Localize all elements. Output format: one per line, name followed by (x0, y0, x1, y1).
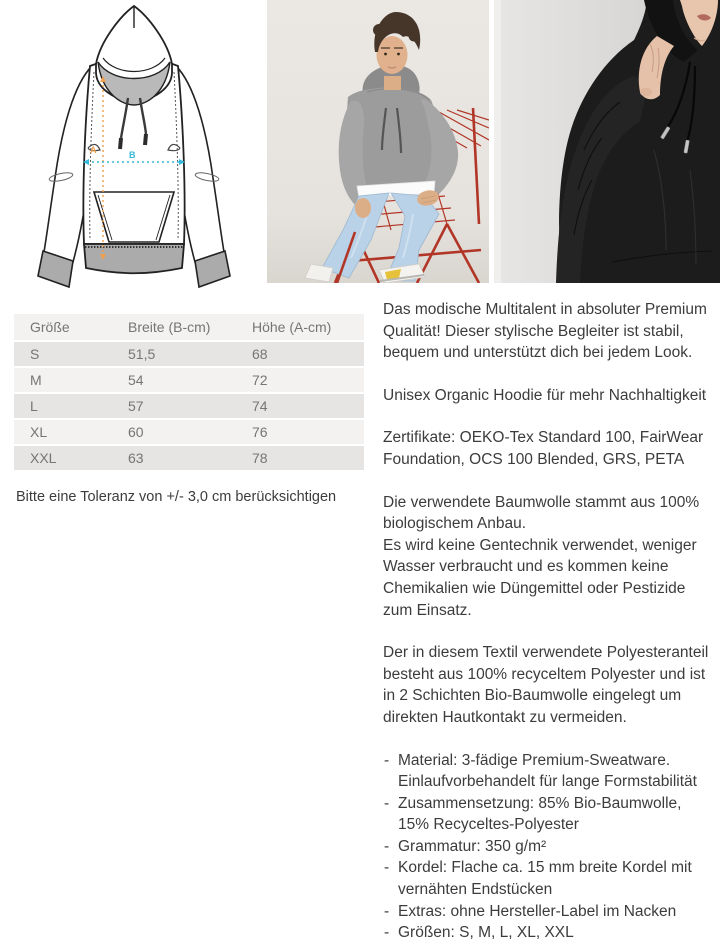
size-table-header-row (14, 314, 364, 340)
cell-size: L (14, 394, 112, 418)
size-table (14, 312, 364, 472)
table-row (14, 394, 364, 418)
table-row (14, 420, 364, 444)
description-intro: Das modische Multitalent in absoluter Premium Qualität! Dieser stylische Begleiter ist stabil, bequem und unterstützt dich bei jedem Look. (383, 301, 707, 362)
measure-label-b: B (129, 150, 136, 160)
description-certificates: Zertifikate: OEKO-Tex Standard 100, FairWear Foundation, OCS 100 Blended, GRS, PETA (383, 429, 704, 468)
spec-item-zusammensetzung: - Zusammensetzung: 85% Bio-Baumwolle, 15% Recyceltes-Polyester (383, 793, 716, 836)
cell-width: 54 (112, 368, 236, 392)
cell-size: XL (14, 420, 112, 444)
cell-height: 74 (236, 394, 364, 418)
spec-item-kordel: - Kordel: Flache ca. 15 mm breite Kordel mit vernähten Endstücken (383, 857, 716, 900)
col-header-size: Größe (14, 314, 112, 340)
spec-list (383, 750, 716, 944)
male-model-illustration (267, 0, 489, 283)
cell-width: 57 (112, 394, 236, 418)
cell-size: S (14, 342, 112, 366)
spec-item-extras: - Extras: ohne Hersteller-Label im Nacken (383, 901, 716, 923)
col-header-height: Höhe (A-cm) (236, 314, 364, 340)
tolerance-note: Bitte eine Toleranz von +/- 3,0 cm berücksichtigen (16, 489, 337, 505)
cell-height: 72 (236, 368, 364, 392)
description-polyester: Der in diesem Textil verwendete Polyesteranteil besteht aus 100% recyceltem Polyester und ist in 2 Schichten Bio-Baumwolle eingelegt um direkten Hautkontakt zu vermeiden. (383, 644, 709, 726)
spec-item-material: - Material: 3-fädige Premium-Sweatware. Einlaufvorbehandelt für lange Formstabilität (383, 750, 716, 793)
spec-item-groessen: - Größen: S, M, L, XL, XXL (383, 922, 716, 944)
female-model-photo (494, 0, 720, 283)
cell-size: XXL (14, 446, 112, 470)
spec-item-grammatur: - Grammatur: 350 g/m² (383, 836, 716, 858)
col-header-width: Breite (B-cm) (112, 314, 236, 340)
measure-label-a: A (90, 145, 97, 155)
table-row (14, 446, 364, 470)
cell-height: 76 (236, 420, 364, 444)
description-sustainability: Unisex Organic Hoodie für mehr Nachhaltigkeit (383, 386, 707, 404)
male-model-photo (267, 0, 489, 283)
product-description (383, 299, 716, 944)
female-model-illustration (494, 0, 720, 283)
table-row (14, 368, 364, 392)
size-diagram-image (0, 0, 266, 290)
cell-width: 63 (112, 446, 236, 470)
cell-size: M (14, 368, 112, 392)
cell-height: 68 (236, 342, 364, 366)
table-row (14, 342, 364, 366)
cell-width: 60 (112, 420, 236, 444)
description-cotton-2: Es wird keine Gentechnik verwendet, weniger Wasser verbraucht und es kommen keine Chemikalien wie Düngemittel oder Pestizide zum Einsatz. (383, 536, 697, 619)
description-cotton-1: Die verwendete Baumwolle stammt aus 100% biologischem Anbau. (383, 493, 700, 533)
hoodie-diagram-drawing (28, 0, 240, 290)
cell-height: 78 (236, 446, 364, 470)
size-chart-section (14, 312, 364, 505)
cell-width: 51,5 (112, 342, 236, 366)
